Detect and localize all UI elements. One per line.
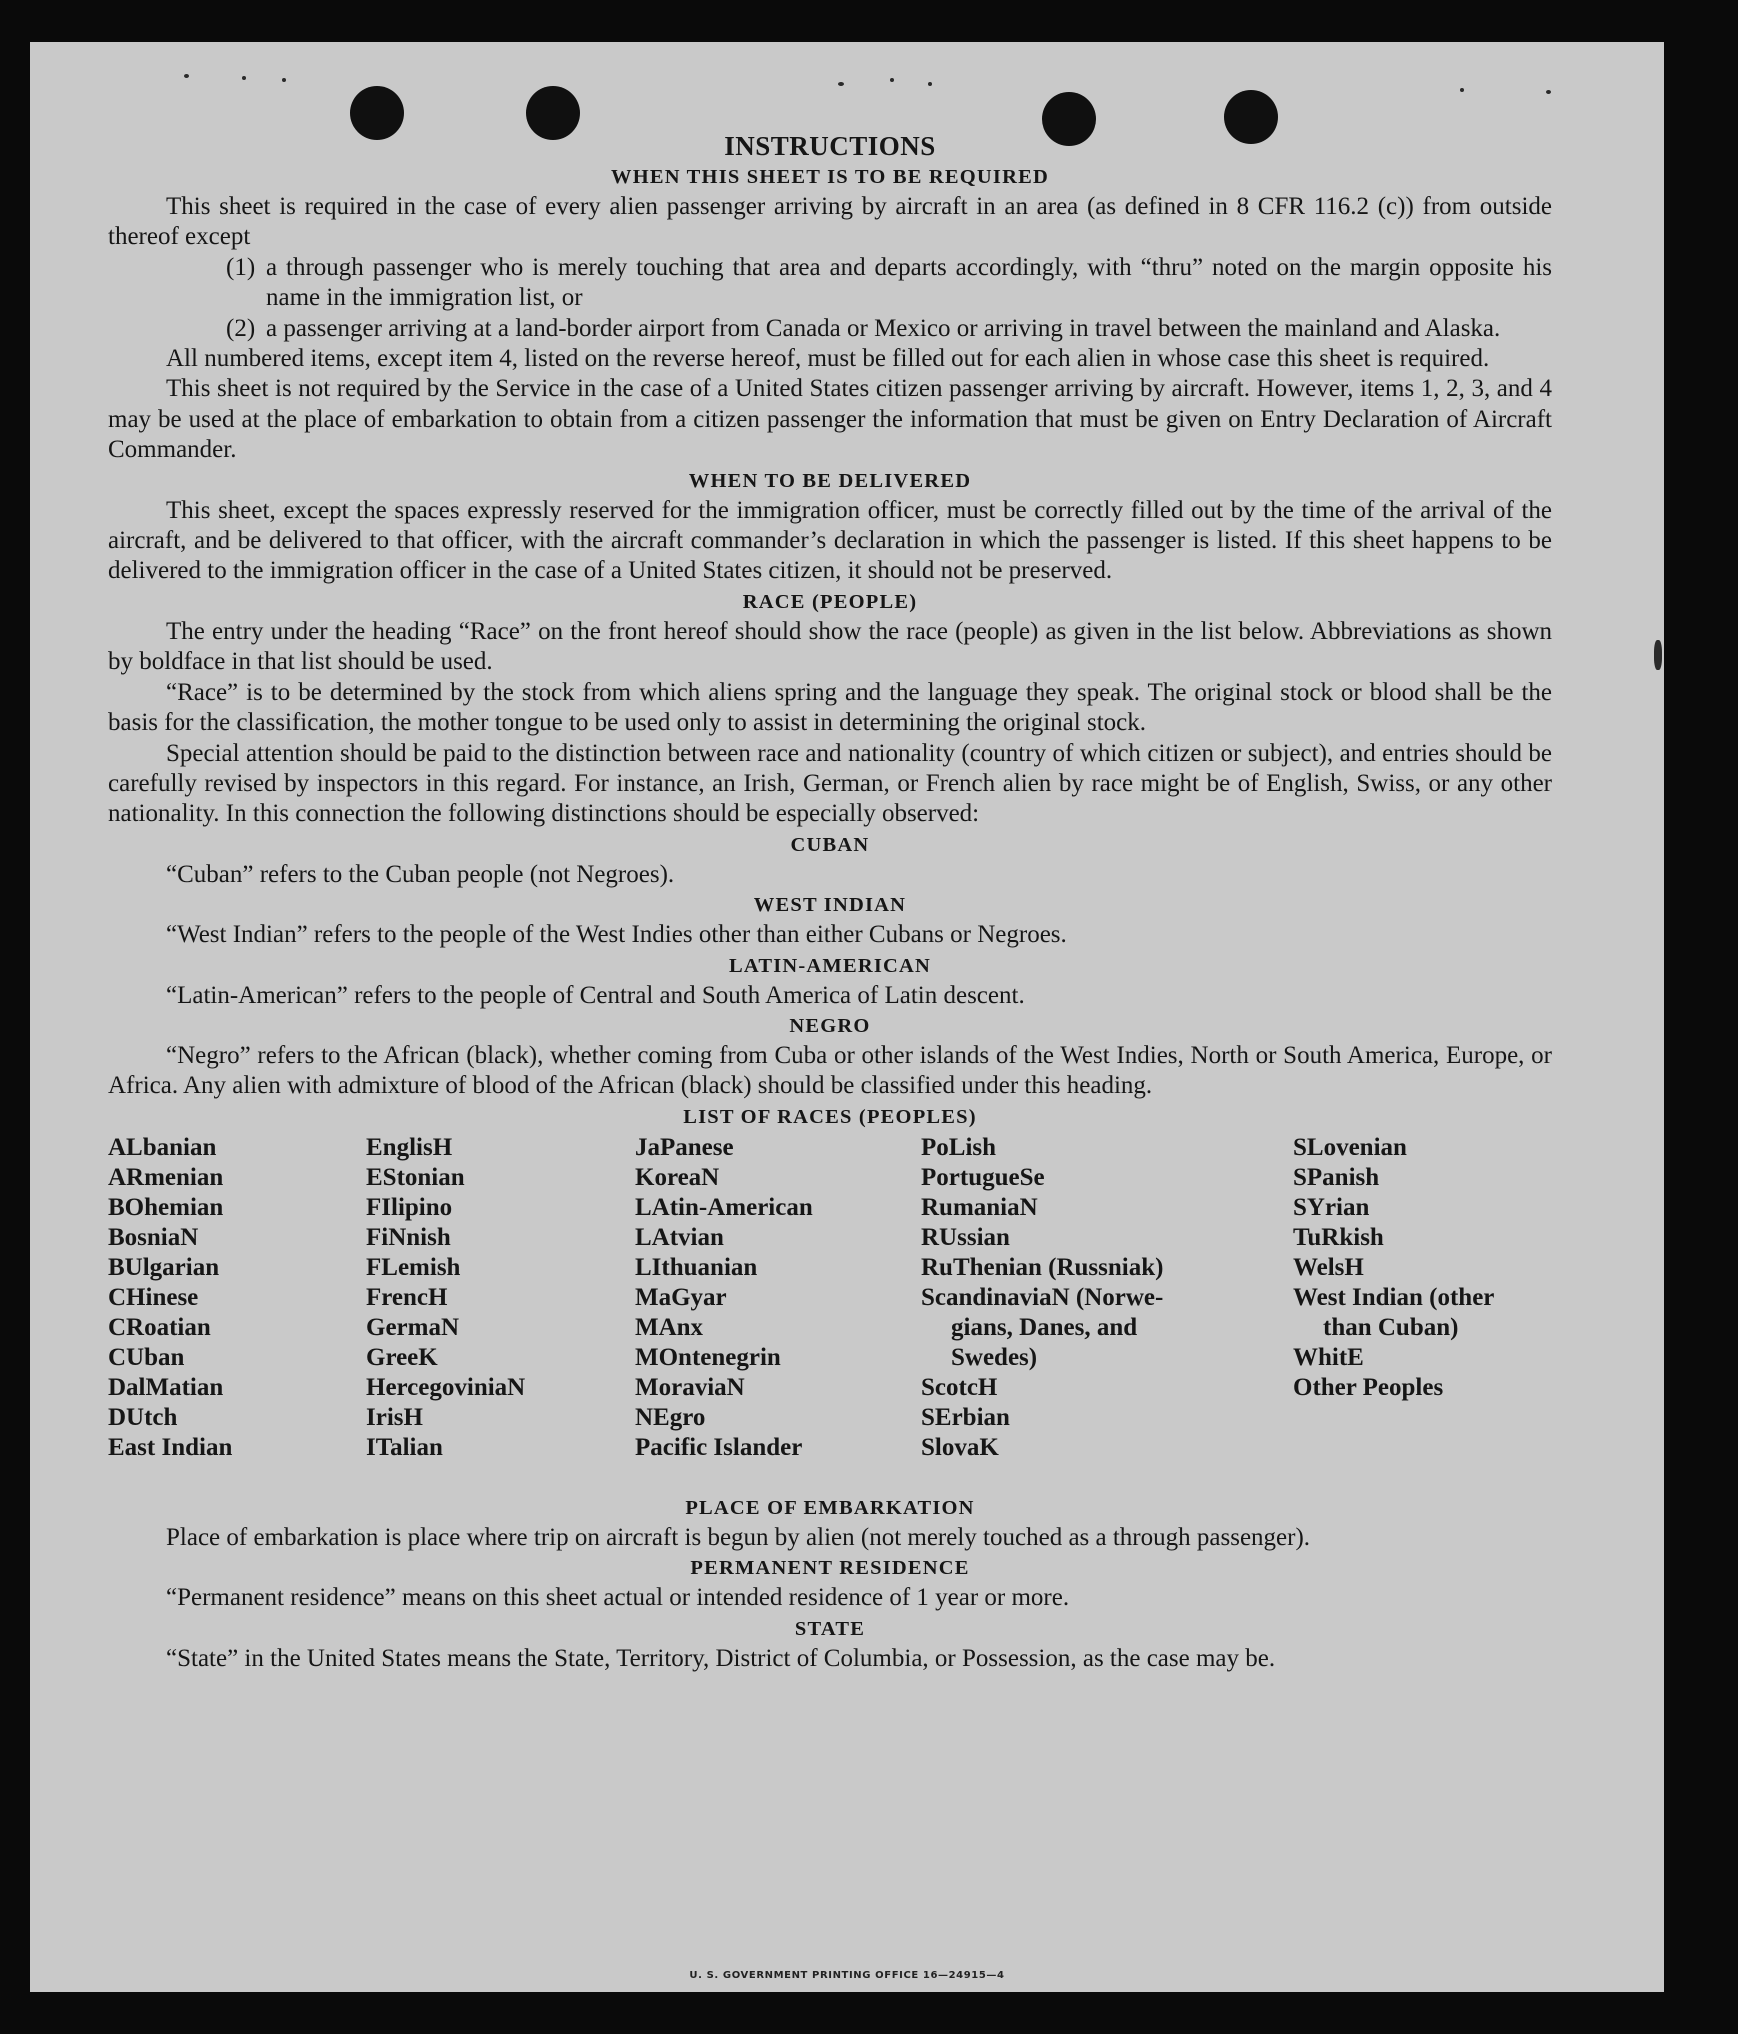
race-item: KoreaN	[635, 1163, 720, 1191]
race-item: GermaN	[366, 1313, 460, 1341]
speck	[838, 82, 844, 86]
race-item: LAtvian	[635, 1223, 724, 1251]
race-item: gians, Danes, and	[951, 1313, 1138, 1341]
speck	[1654, 640, 1662, 670]
race-item: ALbanian	[108, 1133, 217, 1161]
race-item: ScotcH	[921, 1373, 998, 1401]
paragraph: “State” in the United States means the State, Territory, District of Columbia, or Possession, as the case may be.	[166, 1644, 1276, 1672]
race-item: MAnx	[635, 1313, 704, 1341]
speck	[242, 76, 246, 80]
document-sheet	[30, 42, 1664, 1992]
races-column	[635, 1133, 813, 1463]
list-number: (2)	[226, 314, 256, 342]
race-item: BOhemian	[108, 1193, 224, 1221]
section-heading: LATIN-AMERICAN	[728, 954, 932, 977]
speck	[1546, 90, 1551, 94]
race-item: FrencH	[366, 1283, 448, 1311]
section-heading: CUBAN	[790, 833, 870, 856]
race-item: ITalian	[366, 1433, 443, 1461]
race-item: Other Peoples	[1293, 1373, 1444, 1401]
races-column	[1293, 1133, 1494, 1403]
section-heading: NEGRO	[789, 1014, 871, 1037]
section-heading: LIST OF RACES (PEOPLES)	[683, 1105, 977, 1128]
race-item: East Indian	[108, 1433, 233, 1461]
race-item: West Indian (other	[1293, 1283, 1495, 1311]
race-item: SPanish	[1293, 1163, 1380, 1191]
section-heading: WEST INDIAN	[753, 894, 907, 917]
paragraph: Special attention should be paid to the distinction between race and nationality (country of which citizen or subject), and entries should be carefully revised by inspectors in this regard. For instance, an Irish, German, or French alien by race might be of English, Swiss, or any other nationality. In this connection the following distinctions should be especially observed:	[108, 739, 1552, 828]
paragraph: “Cuban” refers to the Cuban people (not Negroes).	[166, 860, 675, 888]
races-column	[108, 1133, 232, 1463]
speck	[282, 78, 286, 82]
race-item: EnglisH	[366, 1133, 453, 1161]
race-item: SLovenian	[1293, 1133, 1407, 1161]
section-heading: RACE (PEOPLE)	[742, 590, 918, 613]
paragraph: This sheet is required in the case of every alien passenger arriving by aircraft in an area (as defined in 8 CFR 116.2 (c)) from outside thereof except	[108, 193, 1552, 251]
page-title: INSTRUCTIONS	[724, 131, 936, 161]
race-item: SYrian	[1293, 1193, 1370, 1221]
race-item: CUban	[108, 1343, 185, 1371]
list-item	[108, 314, 1552, 344]
race-item: WelsH	[1293, 1253, 1364, 1281]
race-item: JaPanese	[635, 1133, 734, 1161]
races-column	[921, 1133, 1163, 1463]
paragraph: “Negro” refers to the African (black), whether coming from Cuba or other islands of the West Indies, North or South America, Europe, or Africa. Any alien with admixture of blood of the African (black) should be classified under this heading.	[108, 1041, 1552, 1100]
race-item: FIlipino	[366, 1193, 453, 1221]
race-item: IrisH	[366, 1403, 423, 1431]
instructions-body	[108, 130, 1552, 1674]
race-item: Pacific Islander	[635, 1433, 803, 1461]
section-heading: PERMANENT RESIDENCE	[690, 1557, 970, 1580]
race-item: SlovaK	[921, 1433, 999, 1461]
race-item: HercegoviniaN	[366, 1373, 526, 1401]
race-item: CHinese	[108, 1283, 199, 1311]
section-heading: WHEN TO BE DELIVERED	[688, 469, 972, 492]
race-item: PoLish	[921, 1133, 997, 1161]
speck	[928, 82, 932, 86]
race-item: SErbian	[921, 1403, 1010, 1431]
race-item: MOntenegrin	[635, 1343, 781, 1371]
paragraph: The entry under the heading “Race” on the front hereof should show the race (people) as given in the list below. Abbreviations as shown by boldface in that list should be used.	[108, 617, 1552, 676]
paragraph: “Latin-American” refers to the people of Central and South America of Latin descent.	[166, 981, 1025, 1009]
race-item: DalMatian	[108, 1373, 224, 1401]
race-item: LAtin-American	[635, 1193, 813, 1221]
race-item: than Cuban)	[1323, 1313, 1459, 1341]
speck	[890, 78, 894, 82]
section-heading: PLACE OF EMBARKATION	[685, 1496, 975, 1519]
speck	[184, 74, 189, 78]
race-item: RUssian	[921, 1223, 1010, 1251]
race-item: NEgro	[635, 1403, 706, 1431]
race-item: BosniaN	[108, 1223, 199, 1251]
paragraph: “Race” is to be determined by the stock from which aliens spring and the language they speak. The original stock or blood shall be the basis for the classification, the mother tongue to be used only to assist in determining the original stock.	[108, 678, 1552, 737]
race-item: MaGyar	[635, 1283, 727, 1311]
race-item: LIthuanian	[635, 1253, 758, 1281]
race-item: RumaniaN	[921, 1193, 1038, 1221]
printer-imprint: U. S. GOVERNMENT PRINTING OFFICE 16—24915—4	[689, 1970, 1005, 1981]
race-item: ARmenian	[108, 1163, 224, 1191]
race-item: Swedes)	[951, 1343, 1038, 1371]
race-item: TuRkish	[1293, 1223, 1384, 1251]
paragraph: Place of embarkation is place where trip on aircraft is begun by alien (not merely touched as a through passenger).	[166, 1523, 1311, 1551]
race-item: DUtch	[108, 1403, 178, 1431]
race-item: ScandinaviaN (Norwe-	[921, 1283, 1164, 1311]
paragraph: “West Indian” refers to the people of the West Indies other than either Cubans or Negroes.	[166, 921, 1067, 949]
list-text: a passenger arriving at a land-border airport from Canada or Mexico or arriving in travel between the mainland and Alaska.	[266, 314, 1501, 342]
paragraph: All numbered items, except item 4, listed on the reverse hereof, must be filled out for each alien in whose case this sheet is required.	[166, 345, 1490, 373]
list-text: a through passenger who is merely touching that area and departs accordingly, with “thru” noted on the margin opposite his name in the immigration list, or	[266, 253, 1552, 312]
paragraph: This sheet is not required by the Service in the case of a United States citizen passenger arriving by aircraft. However, items 1, 2, 3, and 4 may be used at the place of embarkation to obtain from a citizen passenger the information that must be given on Entry Declaration of Aircraft Commander.	[108, 375, 1552, 464]
paragraph: This sheet, except the spaces expressly reserved for the immigration officer, must be correctly filled out by the time of the arrival of the aircraft, and be delivered to that officer, with the aircraft commander’s declaration in which the passenger is listed. If this sheet happens to be delivered to the immigration officer in the case of a United States citizen, it should not be preserved.	[108, 496, 1552, 585]
race-item: BUlgarian	[108, 1253, 220, 1281]
race-item: WhitE	[1293, 1343, 1364, 1371]
list-number: (1)	[226, 253, 256, 281]
paragraph: “Permanent residence” means on this sheet actual or intended residence of 1 year or more.	[166, 1584, 1070, 1612]
race-item: PortugueSe	[921, 1163, 1045, 1191]
section-heading: WHEN THIS SHEET IS TO BE REQUIRED	[611, 166, 1049, 188]
race-item: FiNnish	[366, 1223, 451, 1251]
races-list	[108, 1133, 1552, 1493]
list-item	[108, 253, 1552, 314]
speck	[1460, 88, 1464, 92]
race-item: FLemish	[366, 1253, 461, 1281]
race-item: GreeK	[366, 1343, 438, 1371]
race-item: EStonian	[366, 1163, 465, 1191]
races-column	[366, 1133, 525, 1463]
section-heading: STATE	[794, 1617, 866, 1640]
race-item: CRoatian	[108, 1313, 211, 1341]
race-item: MoraviaN	[635, 1373, 745, 1401]
race-item: RuThenian (Russniak)	[921, 1253, 1164, 1281]
